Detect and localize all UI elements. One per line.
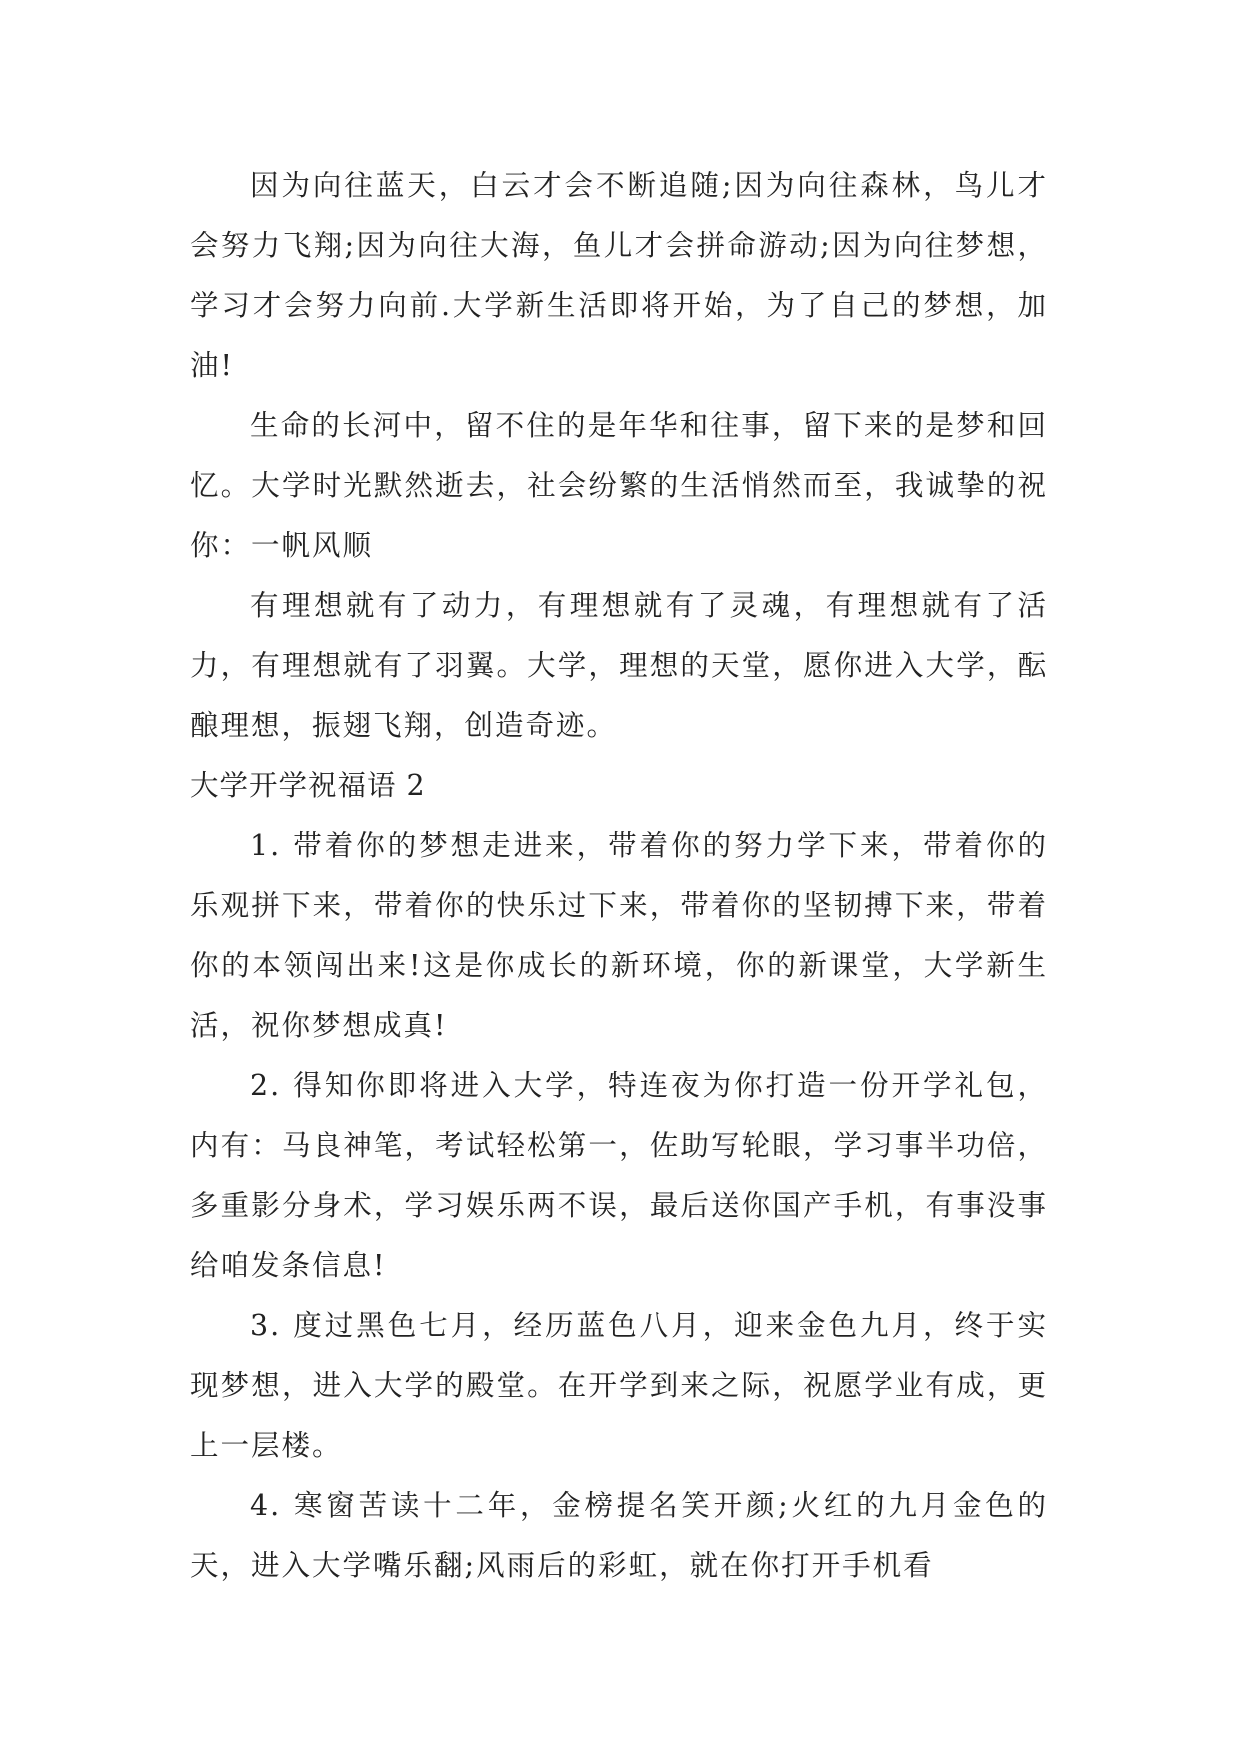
section-heading: 大学开学祝福语 2 bbox=[190, 769, 426, 802]
list-item-3: 3. 度过黑色七月，经历蓝色八月，迎来金色九月，终于实现梦想，进入大学的殿堂。在开学到来之际，祝愿学业有成，更上一层楼。 bbox=[190, 1309, 1048, 1462]
list-item-1: 1. 带着你的梦想走进来，带着你的努力学下来，带着你的乐观拼下来，带着你的快乐过下来，带着你的坚韧搏下来，带着你的本领闯出来!这是你成长的新环境，你的新课堂，大学新生活，祝你梦想成真! bbox=[190, 829, 1048, 1042]
list-item-4: 4. 寒窗苦读十二年，金榜提名笑开颜;火红的九月金色的天，进入大学嘴乐翻;风雨后的彩虹，就在你打开手机看 bbox=[190, 1489, 1048, 1582]
list-item-2: 2. 得知你即将进入大学，特连夜为你打造一份开学礼包，内有：马良神笔，考试轻松第一，佐助写轮眼，学习事半功倍，多重影分身术，学习娱乐两不误，最后送你国产手机，有事没事给咱发条信息! bbox=[190, 1069, 1048, 1282]
paragraph-3: 有理想就有了动力，有理想就有了灵魂，有理想就有了活力，有理想就有了羽翼。大学，理想的天堂，愿你进入大学，酝酿理想，振翅飞翔，创造奇迹。 bbox=[190, 589, 1048, 742]
paragraph-1: 因为向往蓝天，白云才会不断追随;因为向往森林，鸟儿才会努力飞翔;因为向往大海，鱼儿才会拼命游动;因为向往梦想，学习才会努力向前.大学新生活即将开始，为了自己的梦想，加油! bbox=[190, 169, 1048, 382]
document-body bbox=[190, 156, 1048, 1596]
paragraph-2: 生命的长河中，留不住的是年华和往事，留下来的是梦和回忆。大学时光默然逝去，社会纷繁的生活悄然而至，我诚挚的祝你：一帆风顺 bbox=[190, 409, 1048, 562]
